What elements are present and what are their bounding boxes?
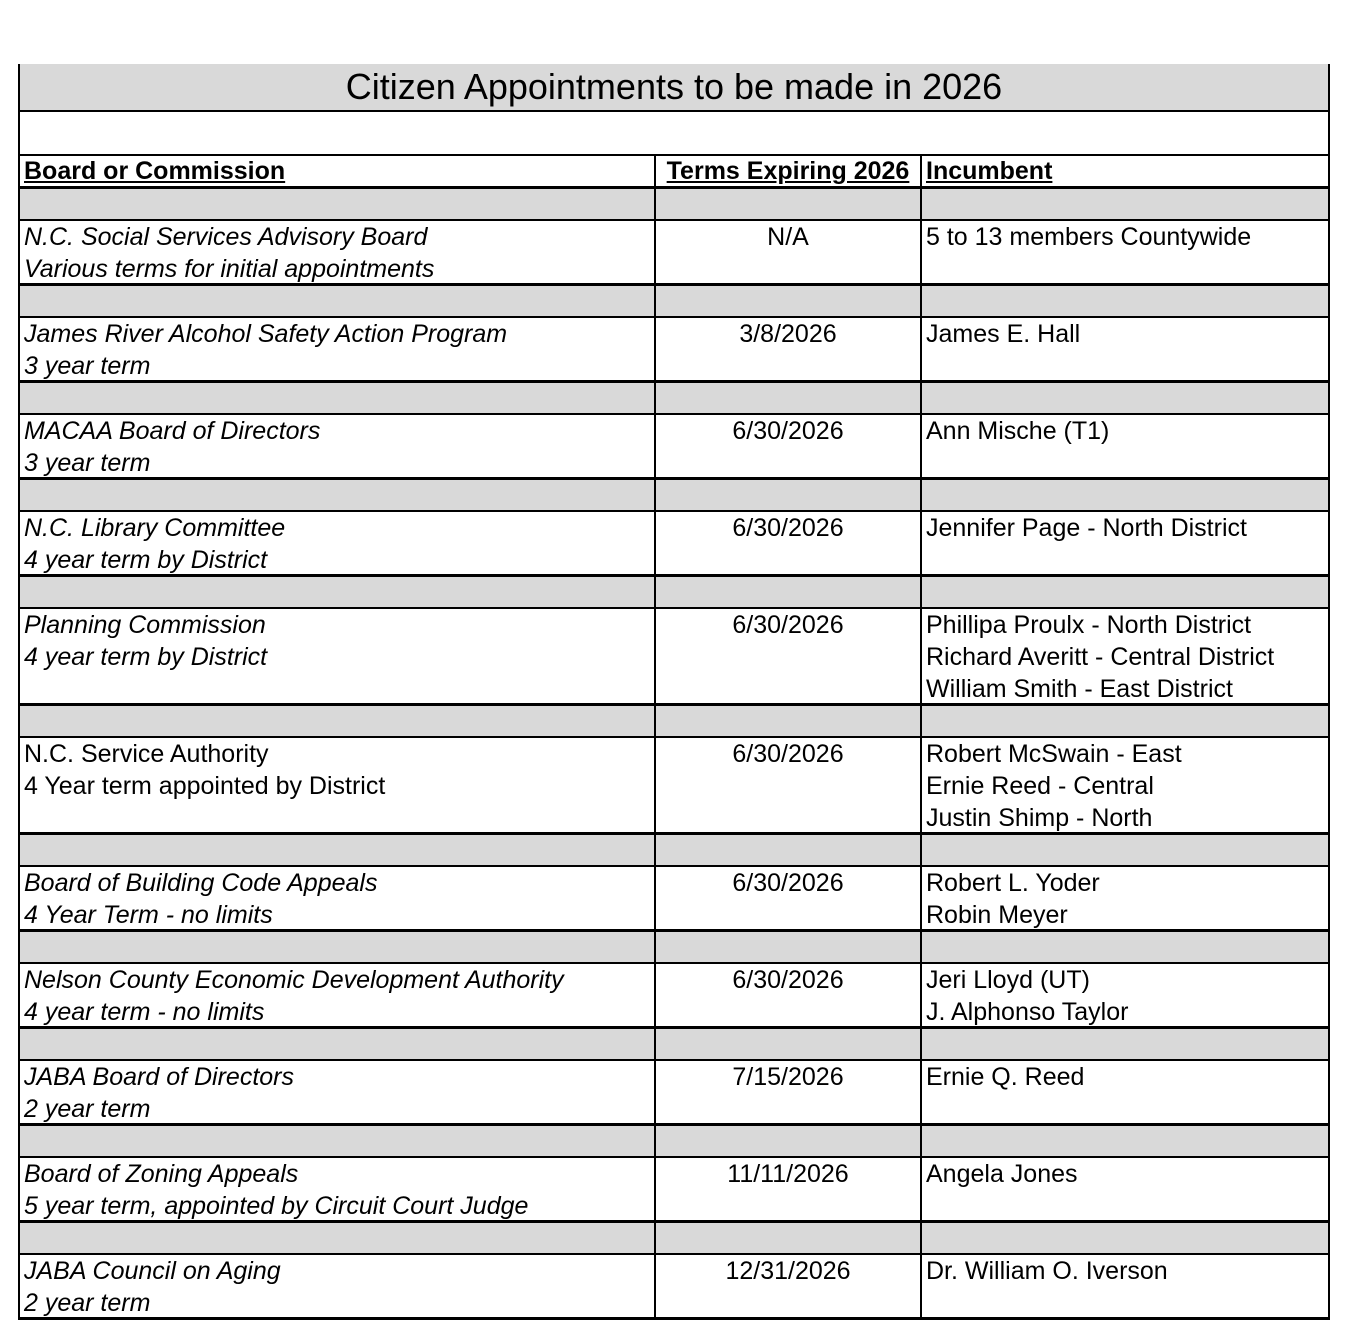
incumbent: Robin Meyer [926,901,1068,929]
incumbent: William Smith - East District [926,675,1233,703]
expiration-date: 3/8/2026 [656,318,922,380]
table-row [20,738,1328,835]
header-row [20,156,1328,189]
spacer-row [20,577,1328,609]
board-name: JABA Board of Directors [24,1063,295,1091]
table-row [20,415,1328,480]
expiration-date: 6/30/2026 [656,609,922,703]
board-name: Board of Zoning Appeals [24,1160,299,1188]
board-name: Nelson County Economic Development Authority [24,966,564,994]
table-row [20,1061,1328,1126]
expiration-date: 6/30/2026 [656,512,922,574]
incumbent: Dr. William O. Iverson [926,1257,1168,1285]
sheet-title: Citizen Appointments to be made in 2026 [20,64,1328,112]
appointments-sheet [18,64,1330,1320]
table-row [20,512,1328,577]
board-term: 4 Year term appointed by District [24,772,386,800]
board-term: 4 year term - no limits [24,998,265,1026]
board-term: 4 year term by District [24,546,268,574]
table-row [20,964,1328,1029]
incumbent: Robert McSwain - East [926,740,1182,768]
spacer-row [20,1126,1328,1158]
header-board: Board or Commission [20,156,656,186]
blank-row [20,112,1328,156]
board-name: N.C. Service Authority [24,740,269,768]
board-term: Various terms for initial appointments [24,255,435,283]
spacer-row [20,480,1328,512]
spacer-row [20,932,1328,964]
incumbent: James E. Hall [926,320,1081,348]
incumbent: Richard Averitt - Central District [926,643,1275,671]
incumbent: Robert L. Yoder [926,869,1100,897]
spacer-row [20,189,1328,221]
board-name: Board of Building Code Appeals [24,869,378,897]
board-term: 3 year term [24,352,151,380]
board-name: James River Alcohol Safety Action Program [24,320,508,348]
table-row [20,867,1328,932]
board-name: N.C. Social Services Advisory Board [24,223,428,251]
header-incumbent: Incumbent [926,157,1053,185]
table-row [20,318,1328,383]
incumbent: Ann Mische (T1) [926,417,1110,445]
incumbent: J. Alphonso Taylor [926,998,1129,1026]
table-row [20,1158,1328,1223]
spacer-row [20,1223,1328,1255]
expiration-date: 7/15/2026 [656,1061,922,1123]
expiration-date: 6/30/2026 [656,964,922,1026]
incumbent: Ernie Reed - Central [926,772,1154,800]
incumbent: Phillipa Proulx - North District [926,611,1252,639]
board-term: 3 year term [24,449,151,477]
expiration-date: 6/30/2026 [656,415,922,477]
expiration-date: 11/11/2026 [656,1158,922,1220]
board-name: MACAA Board of Directors [24,417,321,445]
incumbent: Jeri Lloyd (UT) [926,966,1090,994]
spacer-row [20,835,1328,867]
header-terms: Terms Expiring 2026 [656,156,922,186]
incumbent: Ernie Q. Reed [926,1063,1085,1091]
spacer-row [20,706,1328,738]
expiration-date: 12/31/2026 [656,1255,922,1317]
board-name: JABA Council on Aging [24,1257,281,1285]
board-term: 5 year term, appointed by Circuit Court Judge [24,1192,529,1220]
incumbent: Justin Shimp - North [926,804,1153,832]
incumbent: Jennifer Page - North District [926,514,1247,542]
table-row [20,221,1328,286]
table-row [20,1255,1328,1320]
incumbent: 5 to 13 members Countywide [926,223,1252,251]
board-name: Planning Commission [24,611,266,639]
spacer-row [20,383,1328,415]
incumbent: Angela Jones [926,1160,1078,1188]
expiration-date: 6/30/2026 [656,738,922,832]
board-term: 2 year term [24,1095,151,1123]
board-term: 4 Year Term - no limits [24,901,273,929]
board-term: 4 year term by District [24,643,268,671]
board-name: N.C. Library Committee [24,514,286,542]
expiration-date: N/A [656,221,922,283]
table-row [20,609,1328,706]
expiration-date: 6/30/2026 [656,867,922,929]
spacer-row [20,1029,1328,1061]
board-term: 2 year term [24,1289,151,1317]
spacer-row [20,286,1328,318]
